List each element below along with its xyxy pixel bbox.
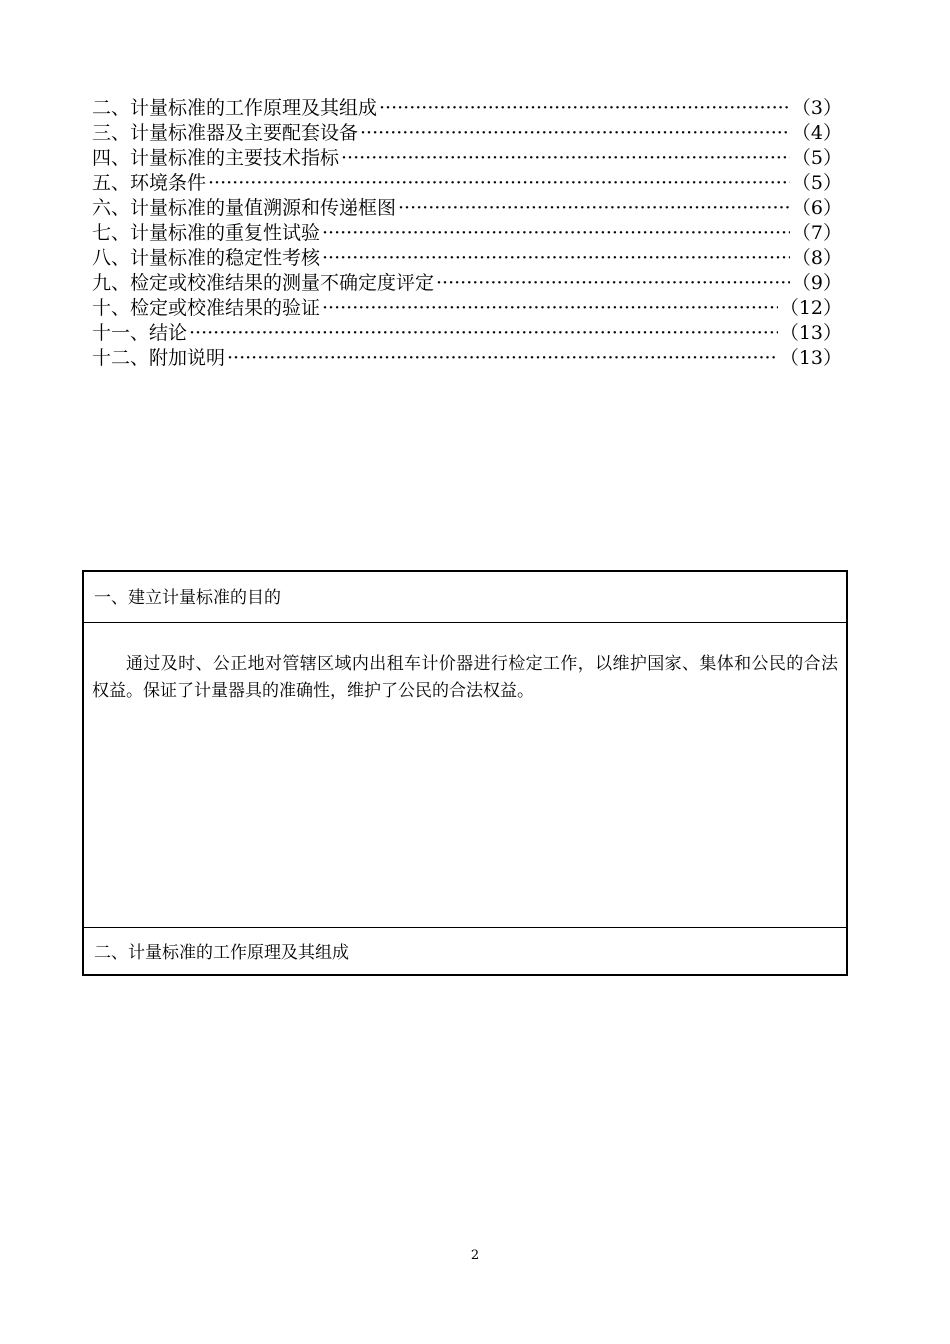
toc-entry-title: 二、计量标准的工作原理及其组成 xyxy=(92,97,378,119)
toc-entry[interactable] xyxy=(92,96,842,121)
toc-entry-page: （12） xyxy=(779,297,842,319)
toc-dot-leader xyxy=(208,171,790,196)
toc-entry-title: 七、计量标准的重复性试验 xyxy=(92,222,321,244)
section1-heading: 一、建立计量标准的目的 xyxy=(84,572,846,623)
toc-dot-leader xyxy=(322,296,778,321)
toc-entry-title: 四、计量标准的主要技术指标 xyxy=(92,147,340,169)
toc-entry-title: 八、计量标准的稳定性考核 xyxy=(92,247,321,269)
toc-entry-title: 三、计量标准器及主要配套设备 xyxy=(92,122,359,144)
toc-entry-title: 十二、附加说明 xyxy=(92,347,226,369)
section1-body-text: 通过及时、公正地对管辖区域内出租车计价器进行检定工作，以维护国家、集体和公民的合法权益。保证了计量器具的准确性，维护了公民的合法权益。 xyxy=(92,654,838,701)
toc-entry[interactable] xyxy=(92,121,842,146)
table-of-contents xyxy=(92,96,842,371)
toc-entry-page: （4） xyxy=(791,122,842,144)
toc-entry-title: 十、检定或校准结果的验证 xyxy=(92,297,321,319)
toc-entry-page: （5） xyxy=(791,147,842,169)
toc-dot-leader xyxy=(227,346,778,371)
toc-dot-leader xyxy=(189,321,778,346)
section1-body-cell xyxy=(84,623,846,928)
toc-dot-leader xyxy=(322,246,790,271)
toc-dot-leader xyxy=(379,96,790,121)
toc-entry-page: （8） xyxy=(791,247,842,269)
toc-entry[interactable] xyxy=(92,146,842,171)
toc-entry-title: 六、计量标准的量值溯源和传递框图 xyxy=(92,197,397,219)
toc-entry-title: 十一、结论 xyxy=(92,322,188,344)
toc-entry[interactable] xyxy=(92,321,842,346)
toc-entry[interactable] xyxy=(92,171,842,196)
page-number: 2 xyxy=(470,1248,480,1263)
section2-heading: 二、计量标准的工作原理及其组成 xyxy=(94,943,349,963)
toc-entry-page: （6） xyxy=(791,197,842,219)
toc-entry[interactable] xyxy=(92,196,842,221)
toc-dot-leader xyxy=(436,271,790,296)
toc-entry[interactable] xyxy=(92,271,842,296)
section-table xyxy=(82,570,848,976)
toc-entry[interactable] xyxy=(92,221,842,246)
toc-entry-page: （13） xyxy=(779,322,842,344)
toc-dot-leader xyxy=(322,221,790,246)
toc-entry-page: （13） xyxy=(779,347,842,369)
toc-entry-page: （3） xyxy=(791,97,842,119)
toc-entry[interactable] xyxy=(92,246,842,271)
toc-dot-leader xyxy=(398,196,790,221)
toc-entry-title: 五、环境条件 xyxy=(92,172,207,194)
toc-dot-leader xyxy=(360,121,790,146)
toc-entry-page: （9） xyxy=(791,272,842,294)
toc-dot-leader xyxy=(341,146,790,171)
toc-entry-title: 九、检定或校准结果的测量不确定度评定 xyxy=(92,272,435,294)
toc-entry-page: （7） xyxy=(791,222,842,244)
toc-entry-page: （5） xyxy=(791,172,842,194)
toc-entry[interactable] xyxy=(92,346,842,371)
toc-entry[interactable] xyxy=(92,296,842,321)
